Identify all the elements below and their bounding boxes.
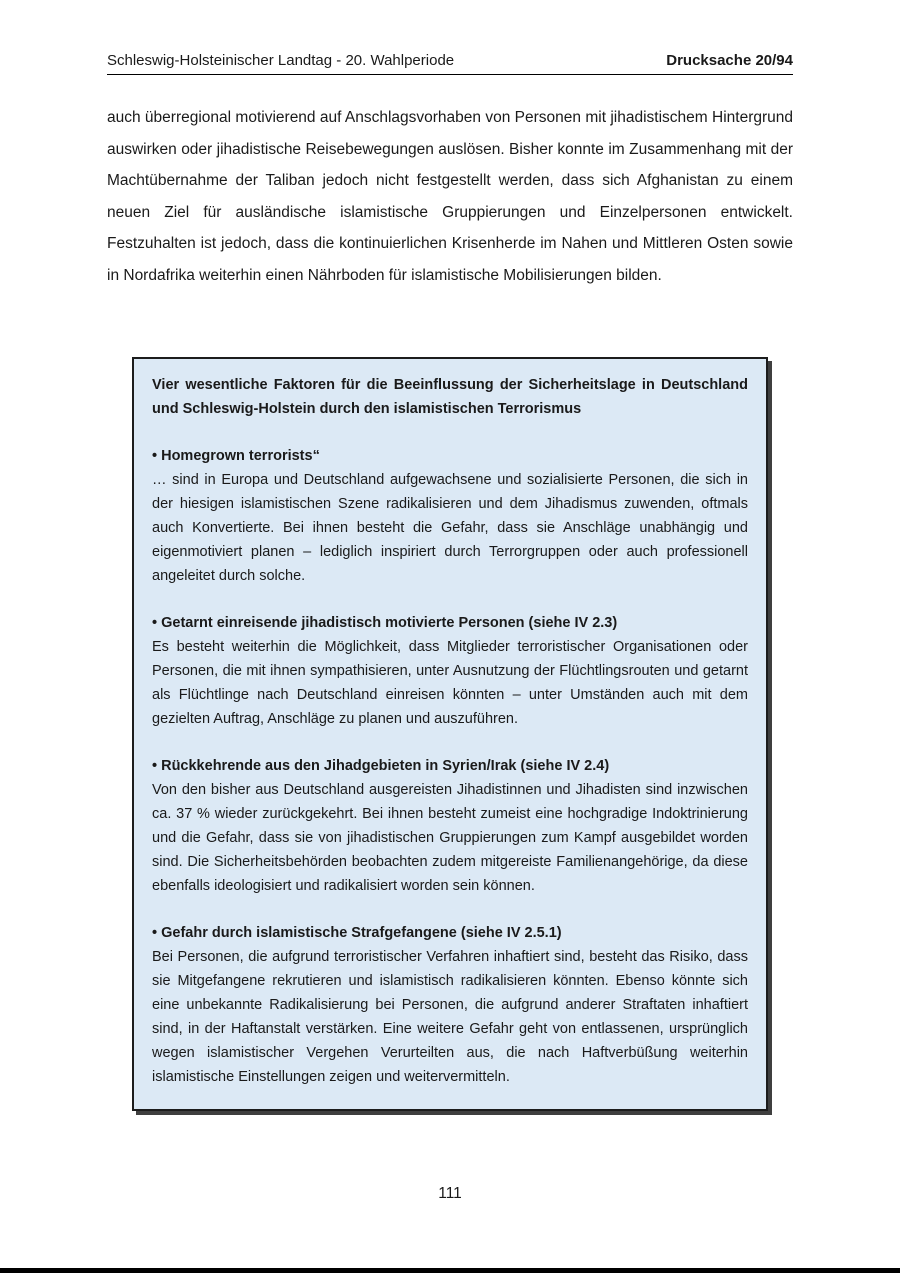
section-body-rueckkehrende: Von den bisher aus Deutschland ausgereisten Jihadistinnen und Jihadisten sind inzwischen ca. 37 % wieder zurückgekehrt. Bei ihnen besteht zumeist eine hochgradige Indoktrinierung und die Gefahr, dass sie von jihadistischen Gruppierungen zum Kampf ausgebildet worden sind. Die Sicherheitsbehörden beobachten zudem mitgereiste Familienangehörige, da diese ebenfalls ideologisiert und radikalisiert worden sein können.	[152, 782, 748, 894]
section-heading-homegrown: • Homegrown terrorists“	[152, 448, 320, 464]
info-box-section	[152, 611, 748, 731]
info-box-title: Vier wesentliche Faktoren für die Beeinflussung der Sicherheitslage in Deutschland und Schleswig-Holstein durch den islamistischen Terrorismus	[152, 377, 748, 417]
bottom-edge-bar	[0, 1268, 900, 1273]
page-number: 111	[438, 1185, 462, 1202]
page-header	[107, 52, 793, 75]
header-document-title: Schleswig-Holsteinischer Landtag - 20. Wahlperiode	[107, 52, 455, 69]
intro-paragraph: auch überregional motivierend auf Anschlagsvorhaben von Personen mit jihadistischem Hintergrund auswirken oder jihadistische Reisebewegungen auslösen. Bisher konnte im Zusammenhang mit der Machtübernahme der Taliban jedoch nicht festgestellt werden, dass sich Afghanistan zu einem neuen Ziel für ausländische islamistische Gruppierungen und Einzelpersonen entwickelt. Festzuhalten ist jedoch, dass die kontinuierlichen Krisenherde im Nahen und Mittleren Osten sowie in Nordafrika weiterhin einen Nährboden für islamistische Mobilisierungen bilden.	[107, 109, 793, 284]
header-drucksache-number: Drucksache 20/94	[666, 52, 793, 69]
section-body-strafgefangene: Bei Personen, die aufgrund terroristischer Verfahren inhaftiert sind, besteht das Risiko, dass sie Mitgefangene rekrutieren und islamistisch radikalisieren könnten. Ebenso könnte sich eine unbekannte Radikalisierung bei Personen, die aufgrund anderer Straftaten inhaftiert sind, in der Haftanstalt verstärken. Eine weitere Gefahr geht von entlassenen, ursprünglich wegen islamistischer Vergehen Verurteilten aus, die nach Haftverbüßung weiterhin islamistische Einstellungen zeigen und weitervermitteln.	[152, 949, 748, 1085]
section-body-homegrown: … sind in Europa und Deutschland aufgewachsene und sozialisierte Personen, die sich in der hiesigen islamistischen Szene radikalisieren und dem Jihadismus zuwenden, oftmals auch Konvertierte. Bei ihnen besteht die Gefahr, dass sie Anschläge unabhängig und eigenmotiviert planen – lediglich inspiriert durch Terrorgruppen oder auch professionell angeleitet durch solche.	[152, 472, 748, 584]
section-heading-strafgefangene: • Gefahr durch islamistische Strafgefangene (siehe IV 2.5.1)	[152, 925, 562, 941]
info-box-section	[152, 444, 748, 588]
info-box	[132, 357, 768, 1111]
section-heading-rueckkehrende: • Rückkehrende aus den Jihadgebieten in Syrien/Irak (siehe IV 2.4)	[152, 758, 610, 774]
info-box-section	[152, 921, 748, 1089]
section-body-getarnt-einreisende: Es besteht weiterhin die Möglichkeit, dass Mitglieder terroristischer Organisationen oder Personen, die mit ihnen sympathisieren, unter Ausnutzung der Flüchtlingsrouten und getarnt als Flüchtlinge nach Deutschland einreisen könnten – unter Umständen auch mit dem gezielten Auftrag, Anschläge zu planen und auszuführen.	[152, 639, 748, 727]
info-box-section	[152, 754, 748, 898]
section-heading-getarnt-einreisende: • Getarnt einreisende jihadistisch motivierte Personen (siehe IV 2.3)	[152, 615, 618, 631]
